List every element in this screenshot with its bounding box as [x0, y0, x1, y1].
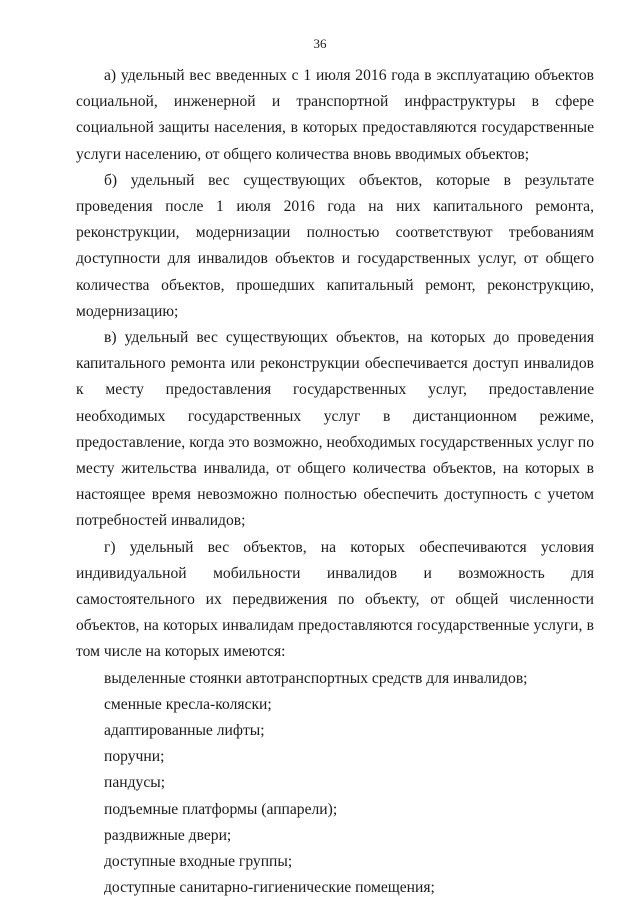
paragraph-b: б) удельный вес существующих объектов, которые в результате проведения после 1 июля 2016 года на них капитального ремонта, реконструкции, модернизации полностью соответствуют требованиям доступности для инвалидов объектов и государственных услуг, от общего количества объектов, прошедших капитальный ремонт, реконструкцию, модернизацию;	[76, 171, 594, 320]
paragraph-v: в) удельный вес существующих объектов, на которых до проведения капитального ремонта или реконструкции обеспечивается доступ инвалидов к месту предоставления государственных услуг, предоставление необходимых государственных услуг в дистанционном режиме, предоставление, когда это возможно, необходимых государственных услуг по месту жительства инвалида, от общего количества объектов, на которых в настоящее время невозможно полностью обеспечить доступность с учетом потребностей инвалидов;	[76, 329, 594, 530]
page-number: 36	[313, 36, 327, 51]
paragraph-a: а) удельный вес введенных с 1 июля 2016 года в эксплуатацию объектов социальной, инженерной и транспортной инфраструктуры в сфере социальной защиты населения, в которых предоставляются государственные услуги населению, от общего количества вновь вводимых объектов;	[76, 67, 594, 163]
list-item: пандусы;	[104, 774, 166, 792]
document-body	[76, 63, 594, 902]
list-item: выделенные стоянки автотранспортных средств для инвалидов;	[104, 669, 528, 687]
list-item: поручни;	[104, 748, 165, 766]
list-item: доступные санитарно-гигиенические помещения;	[104, 879, 435, 897]
list-item: доступные входные группы;	[104, 853, 293, 871]
paragraph-g: г) удельный вес объектов, на которых обеспечиваются условия индивидуальной мобильности инвалидов и возможность для самостоятельного их передвижения по объекту, от общей численности объектов, на которых инвалидам предоставляются государственные услуги, в том числе на которых имеются:	[76, 538, 594, 661]
list-item: подъемные платформы (аппарели);	[104, 800, 338, 818]
list-item: адаптированные лифты;	[104, 722, 265, 740]
facilities-list	[76, 666, 594, 902]
list-item: раздвижные двери;	[104, 826, 232, 844]
list-item: сменные кресла-коляски;	[104, 695, 272, 713]
